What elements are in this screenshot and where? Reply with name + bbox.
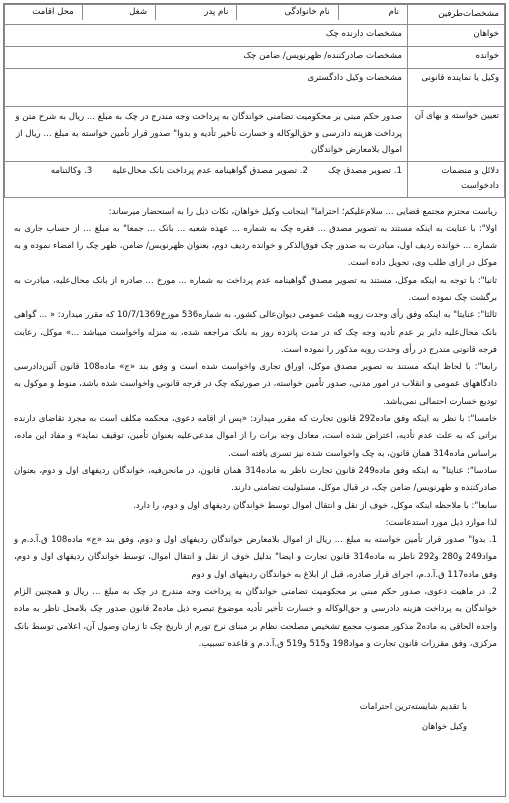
col-job: شغل [82,5,155,20]
documents-list [5,161,408,197]
signer: وکیل خواهان [421,722,467,733]
request-1: 1. بدوا" صدور قرار تأمین خواسته به مبلغ ... ریال از اموال بلامعارض خواندگان ردیفهای اول و دوم، وفق بند «ج» ماده108 ق.آ.د.م و مواد249 و280 و292 ناظر به ماده314 قانون تجارت و ایضا" بدلیل خوف از نقل و انتقال اموال، توسط خواندگان ردیفهای اول و دوم، وفق ماده117 ق.آ.د.م، اجرای قرار صادره، قبل از ابلاغ به خواندگان ردیفهای اول و دوم [14,535,497,580]
row-value: مشخصات وکیل دادگستری [5,69,408,107]
paragraph-1: اولا": با عنایت به اینکه مستند به تصویر مصدق ... فقره چک به شماره ... عهده شعبه ... بانک ... جمعا" به مبلغ ... از حساب جاری به شماره ... خوانده ردیف اول، مبادرت به صدور چک فوق‌الذکر و خوانده ردیف دوم، بعنوان ظهرنویس/ ضامن، ظهر چک را امضاء نموده و به موکل در ازای طلب وی، تحویل داده است. [14,223,497,269]
col-family: نام خانوادگی [237,5,338,20]
row-value: مشخصات دارنده چک [5,25,408,47]
row-khasteh [5,107,505,162]
paragraph-6: سادسا": عنایتا" به اینکه وفق ماده249 قانون تجارت ناظر به ماده314 همان قانون، در ما‌نحن‌فیه، خواندگان ردیفهای اول و دوم، بعنوان صادرکننده و ظهرنویس/ ضامن چک، در قبال موکل، مسئولیت تضامنی دارند. [14,465,497,494]
row-khande [5,47,505,69]
petition-body [4,198,505,738]
document-item: 2. تصویر مصدق گواهینامه عدم پرداخت بانک محال‌علیه [112,165,308,176]
request-2: 2. در ماهیت دعوی، صدور حکم مبنی بر محکومیت تضامنی خواندگان به پرداخت وجه مندرج در چک به مبلغ ... ریال و همچنین الزام خواندگان به پرداخت هزینه دادرسی و حق‌الوکاله و خسارت تأخیر تأدیه موضوع تبصره ذیل ماده2 قانون صدور چک بلامحل ناظر به ماده واحده الحاقی به ماده2 مذکور مصوب مجمع تشخیص مصلحت نظام بر مبنای نرخ تورم از تاریخ چک تا زمان وصول آن، اعلامی توسط بانک مرکزی، وفق مقررات قانون تجارت و مواد198 و515 و519 ق.آ.د.م و قاعده تسبیب. [14,587,498,649]
paragraph-4: رابعا": با لحاظ اینکه مستند به تصویر مصدق موکل، اوراق تجاری واخواست شده است و وفق بند «ج» ماده108 قانون آئین‌دادرسی دادگاههای عمومی و انقلاب در امور مدنی، صدور تأمین خواسته، در صورتیکه چک در فرجه قانونی واخواست شده باشد، منوط و موکول به تودیع خسارت احتمالی نمی‌باشد. [14,362,497,407]
header-columns [5,5,407,20]
col-name: نام [338,5,407,20]
row-value: مشخصات صادرکننده/ ظهرنویس/ ضامن چک [5,47,408,69]
greeting: ریاست محترم مجتمع قضایی ... سلام‌علیکم؛ احتراما" اینجانب وکیل خواهان، نکات ذیل را به استحضار میرساند: [108,206,497,217]
col-father: نام پدر [156,5,237,20]
document-item: 3. وکالتنامه [50,165,93,176]
row-label: خوانده [408,47,505,69]
row-label: خواهان [408,25,505,47]
row-dalayel [5,161,505,197]
header-title: مشخصات‌طرفین [408,5,505,25]
parties-table [4,4,505,198]
header-row [5,5,505,25]
row-khahan [5,25,505,47]
petition-form [3,3,506,797]
col-residence: محل اقامت [32,7,74,17]
row-label: وکیل یا نماینده قانونی [408,69,505,107]
signature-block [14,697,497,737]
closing-text: با تقدیم شایسته‌ترین احترامات [359,702,467,713]
row-value: صدور حکم مبنی بر محکومیت تضامنی خواندگان به پرداخت وجه مندرج در چک به مبلغ ... ریال به شرح متن و پرداخت هزینه دادرسی و حق‌الوکاله و خسارت تأخیر تأدیه و بدوا" صدور قرار تأمین خواسته به مبلغ ... ریال از اموال بلامعارض خواندگان [5,107,408,162]
document-item: 1. تصویر مصدق چک [327,165,402,176]
paragraph-7: سابعا": با ملاحظه اینکه موکل، خوف از نقل و انتقال اموال توسط خواندگان ردیفهای اول و دوم، را دارد. [133,500,497,511]
row-label: تعیین خواسته و بهای آن [408,107,505,162]
row-label: دلائل و منضمات دادخواست [408,161,505,197]
paragraph-2: ثانیا": با توجه به اینکه موکل، مستند به تصویر مصدق گواهینامه عدم پرداخت به شماره ... مورخ ... صادره از بانک محال‌علیه، مبادرت به برگشت چک نموده است. [14,275,497,303]
paragraph-5: خامسا": با نظر به اینکه وفق ماده292 قانون تجارت که مقرر میدارد: «پس از اقامه دعوی، محکمه مکلف است به مجرد تقاضای دارنده براتی که به علت عدم تأدیه، اعتراض شده است، معادل وجه برات را از اموال مدعی‌علیه بعنوان تأمین، توقیف نماید» و مفاد این ماده، براساس ماده314 همان قانون، به چک واخواست شده نیز تسری یافته است. [14,414,497,459]
paragraph-3: ثالثا": عنایتا" به اینکه وفق رأی وحدت رویه هیئت عمومی دیوان‌عالی کشور، به شماره536 مورخ10/7/1369 که مقرر میدارد: « ... گواهی بانک محال‌علیه دایر بر عدم تأدیه وجه چک که در مدت پانزده روز به بانک مراجعه شده، به منزله واخواست میباشد ...» موکل، رعایت فرجه قانونی مندرج در رأی وحدت رویه مذکور را نموده است. [14,310,497,355]
row-vakil [5,69,505,107]
paragraph-8: لذا موارد ذیل مورد استدعاست: [385,517,497,528]
